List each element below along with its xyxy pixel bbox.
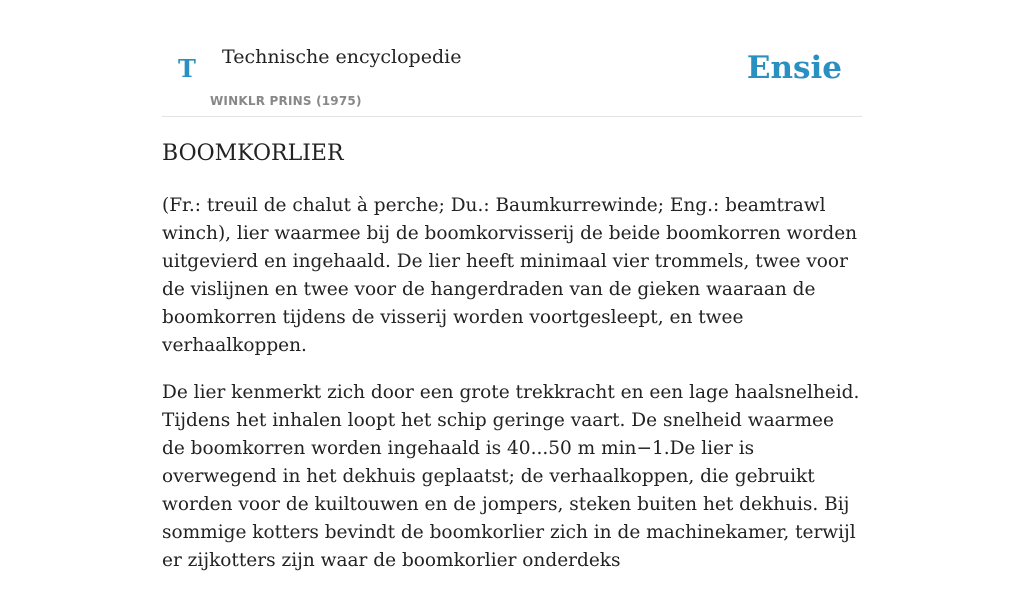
brand-logo[interactable]: Ensie bbox=[746, 50, 842, 86]
article-body bbox=[162, 192, 862, 594]
article-paragraph: De lier kenmerkt zich door een grote trekkracht en een lage haalsnelheid. Tijdens het inhalen loopt het schip geringe vaart. De snelheid waarmee de boomkorren worden ingehaald is 40...50 m min−1.De lier is overwegend in het dekhuis geplaatst; de verhaalkoppen, die gebruikt worden voor de kuiltouwen en de jompers, steken buiten het dekhuis. Bij sommige kotters bevindt de boomkorlier zich in de machinekamer, terwijl er zijkotters zijn waar de boomkorlier onderdeks bbox=[162, 382, 860, 571]
book-source: WINKLR PRINS (1975) bbox=[210, 94, 362, 108]
entry-title: BOOMKORLIER bbox=[162, 141, 344, 166]
header bbox=[162, 0, 862, 117]
article-paragraph: (Fr.: treuil de chalut à perche; Du.: Baumkurrewinde; Eng.: beamtrawl winch), lier waarmee bij de boomkorvisserij de beide boomkorren worden uitgevierd en ingehaald. De lier heeft minimaal vier trommels, twee voor de vislijnen en twee voor de hangerdraden van de gieken waaraan de boomkorren tijdens de visserij worden voortgesleept, en twee verhaalkoppen. bbox=[162, 195, 858, 356]
book-title[interactable]: Technische encyclopedie bbox=[222, 46, 462, 68]
book-logo-icon[interactable]: T bbox=[178, 54, 196, 83]
